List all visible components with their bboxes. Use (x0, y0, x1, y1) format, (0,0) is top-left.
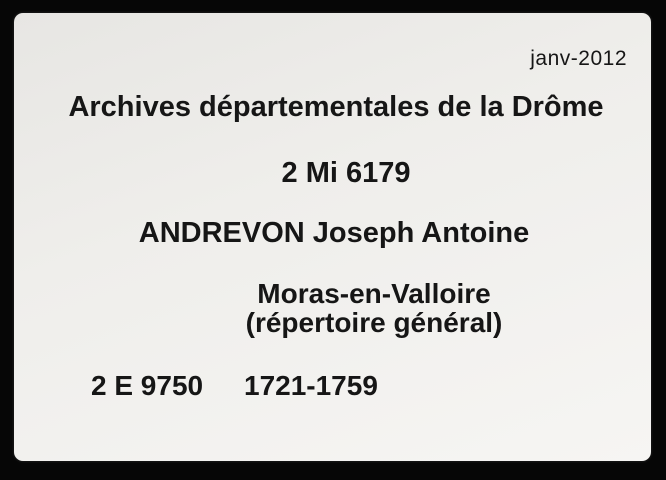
reference-row (14, 370, 651, 402)
series-reference: 2 E 9750 (91, 370, 204, 401)
archive-title-card (14, 13, 651, 461)
place-block (246, 279, 503, 338)
institution-title: Archives départementales de la Drôme (68, 91, 604, 123)
place-name: Moras-en-Valloire (257, 278, 491, 309)
date-range: 1721-1759 (244, 370, 378, 401)
scan-date-label: janv-2012 (530, 47, 627, 70)
notary-name: ANDREVON Joseph Antoine (138, 217, 530, 249)
microfilm-reference: 2 Mi 6179 (281, 157, 411, 189)
place-subtitle: (répertoire général) (245, 307, 503, 339)
